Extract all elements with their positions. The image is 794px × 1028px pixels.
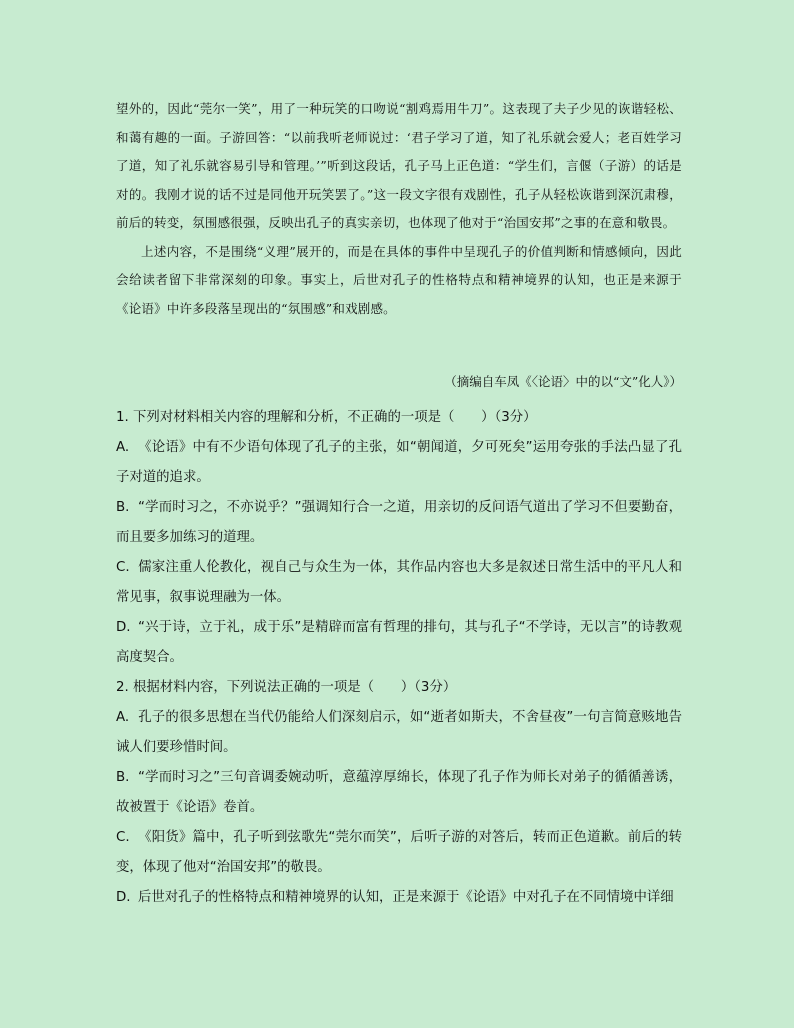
option-text: 儒家注重人伦教化，视自己与众生为一体，其作品内容也大多是叙述日常生活中的平凡人和常见事，叙事说理融为一体。 xyxy=(116,560,682,605)
option-letter: D. xyxy=(116,890,131,905)
option-text: 《论语》中有不少语句体现了孔子的主张，如“朝闻道，夕可死矣”运用夸张的手法凸显了孔子对道的追求。 xyxy=(116,440,682,485)
option-text: 《阳货》篇中，孔子听到弦歌先“莞尔而笑”，后听子游的对答后，转而正色道歉。前后的转变，体现了他对“治国安邦”的敬畏。 xyxy=(116,830,682,875)
option-c[interactable] xyxy=(116,823,682,883)
option-d[interactable] xyxy=(116,883,682,913)
option-text: 孔子的很多思想在当代仍能给人们深刻启示，如“逝者如斯夫，不舍昼夜”一句言简意赅地告诫人们要珍惜时间。 xyxy=(116,710,682,755)
option-text: “学而时习之”三句音调委婉动听，意蕴淳厚绵长，体现了孔子作为师长对弟子的循循善诱，故被置于《论语》卷首。 xyxy=(116,770,682,815)
question-list xyxy=(116,403,682,913)
passage-source: （摘编自车凤《〈论语〉中的以“文”化人》） xyxy=(444,374,682,389)
option-letter: C. xyxy=(116,830,130,845)
question-1 xyxy=(116,403,682,673)
passage-paragraph-2: 上述内容，不是围绕“义理”展开的，而是在具体的事件中呈现孔子的价值判断和情感倾向，因此会给读者留下非常深刻的印象。事实上，后世对孔子的性格特点和精神境界的认知，也正是来源于《论语》中许多段落呈现出的“氛围感”和戏剧感。 xyxy=(116,243,682,316)
option-c[interactable] xyxy=(116,553,682,613)
question-stem: 1. 下列对材料相关内容的理解和分析，不正确的一项是（ ）（3分） xyxy=(116,410,537,425)
passage-paragraph-1: 望外的，因此“莞尔一笑”，用了一种玩笑的口吻说“割鸡焉用牛刀”。这表现了夫子少见的诙谐轻松、和蔼有趣的一面。子游回答：“以前我听老师说过：‘君子学习了道，知了礼乐就会爱人；老百姓学习了道，知了礼乐就容易引导和管理。’”听到这段话，孔子马上正色道：“学生们，言偃（子游）的话是对的。我刚才说的话不过是同他开玩笑罢了。”这一段文字很有戏剧性，孔子从轻松诙谐到深沉肃穆，前后的转变，氛围感很强，反映出孔子的真实亲切，也体现了他对于“治国安邦”之事的在意和敬畏。 xyxy=(116,101,682,230)
option-a[interactable] xyxy=(116,703,682,763)
question-stem: 2. 根据材料内容，下列说法正确的一项是（ ）（3分） xyxy=(116,680,457,695)
option-letter: B. xyxy=(116,500,130,515)
option-a[interactable] xyxy=(116,433,682,493)
option-d[interactable] xyxy=(116,613,682,673)
option-letter: A. xyxy=(116,440,130,455)
question-2 xyxy=(116,673,682,913)
option-letter: C. xyxy=(116,560,130,575)
option-text: “学而时习之，不亦说乎？”强调知行合一之道，用亲切的反问语气道出了学习不但要勤奋，而且要多加练习的道理。 xyxy=(116,500,682,545)
option-b[interactable] xyxy=(116,763,682,823)
option-text: “兴于诗，立于礼，成于乐”是精辟而富有哲理的排句，其与孔子“不学诗，无以言”的诗教观高度契合。 xyxy=(116,620,682,665)
option-letter: B. xyxy=(116,770,130,785)
option-letter: D. xyxy=(116,620,131,635)
option-text: 后世对孔子的性格特点和精神境界的认知，正是来源于《论语》中对孔子在不同情境中详细 xyxy=(138,890,674,905)
option-b[interactable] xyxy=(116,493,682,553)
reading-passage xyxy=(116,95,682,323)
option-letter: A. xyxy=(116,710,130,725)
